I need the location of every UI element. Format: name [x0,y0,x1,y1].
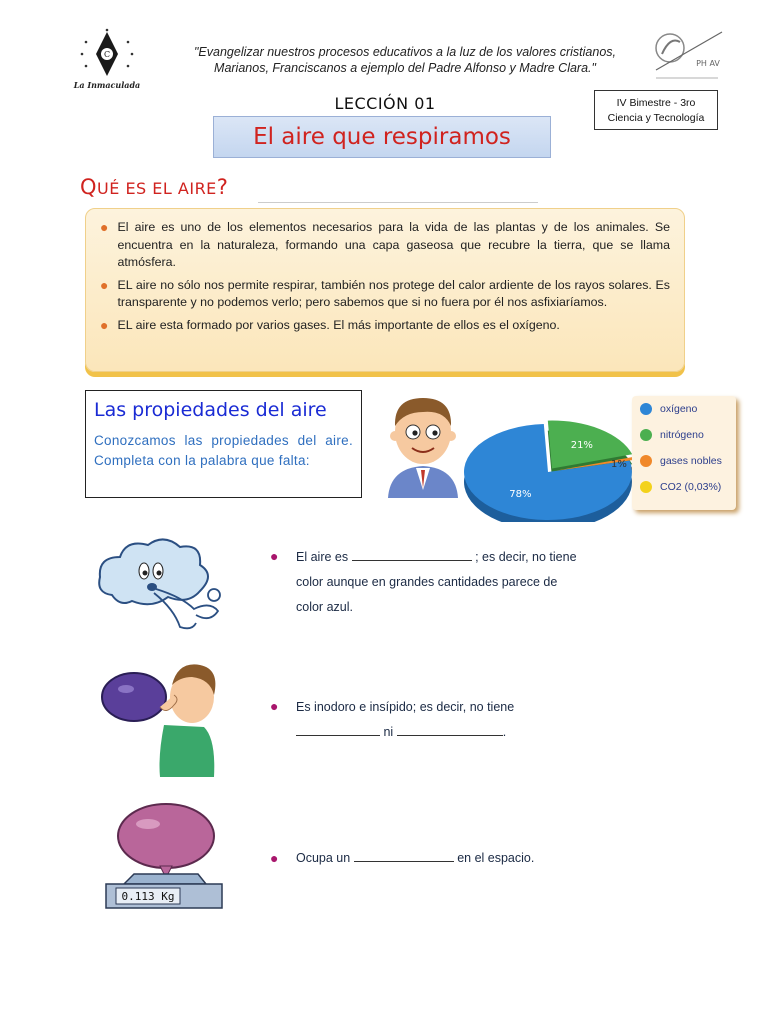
pie-label: 21% [570,440,593,452]
answer-blank[interactable] [354,848,454,862]
properties-title: Las propiedades del aire [94,399,327,421]
school-motto: "Evangelizar nuestros procesos educativos a la luz de los valores cristianos, Marianos, Franciscanos a ejemplo del Padre Alfonso y Madre Clara." [193,45,616,75]
noble-gases-legend-dot [640,455,652,467]
info-bullet: ● EL aire no sólo nos permite respirar, también nos protege del calor ardiente de los rayos solares. Es transparente y no podemos verlo; pero sabemos que si no fuera por él nos asfixiaríamos. [100,277,670,312]
blowing-cloud-illustration [92,535,230,635]
legend-item: CO2 (0,03%) [632,474,736,500]
properties-instructions: Conozcamos las propiedades del aire. Completa con la palabra que falta: [94,433,353,468]
boy-balloon-illustration [100,655,222,777]
info-bullet: ● El aire es uno de los elementos necesarios para la vida de las plantas y de los animales. Se encuentra en la naturaleza, formando una capa gaseosa que recubre la tierra, que se llama atmósfera. [100,219,670,272]
heading-initial: Q [80,175,98,199]
info-bullet: ● EL aire esta formado por varios gases. El más importante de ellos es el oxígeno. [100,316,560,333]
exercise-3-text: Ocupa un en el espacio. [270,846,582,871]
exercise-2-text: Es inodoro e insípido; es decir, no tiene ni . [296,700,515,739]
exercise-bullet-icon: ● [270,850,279,866]
pie-label: 1% [611,458,627,470]
co2-legend-dot [640,481,652,493]
nitrogen-legend-dot [640,429,652,441]
chart-legend [632,396,736,510]
scale-readout: 0.113 Kg [121,890,175,903]
accreditation-logo [648,28,724,86]
info-box [85,208,685,372]
svg-text:C: C [103,50,111,59]
heading-rest: UÉ ES EL AIRE [97,179,217,198]
legend-item: nitrógeno [632,422,736,448]
svg-text:La Inmaculada: La Inmaculada [73,80,141,90]
balloon-scale-illustration [104,800,226,910]
svg-text:PH AV: PH AV [696,59,720,68]
legend-item: oxígeno [632,396,736,422]
bullet-icon: ● [100,276,109,293]
heading-underline [258,202,538,203]
answer-blank[interactable] [296,722,380,736]
topic-banner: El aire que respiramos [213,116,551,158]
course-box [594,90,718,130]
answer-blank[interactable] [352,547,472,561]
lesson-number: LECCIÓN 01 [334,94,436,113]
school-logo [72,28,142,90]
bullet-icon: ● [100,316,109,333]
boy-illustration [382,390,464,498]
legend-item: gases nobles [632,448,736,474]
heading-question-mark: ? [216,175,229,199]
properties-box [85,390,362,498]
oxygen-legend-dot [640,403,652,415]
course-term: IV Bimestre - 3ro [616,97,696,109]
course-subject: Ciencia y Tecnología [607,112,705,124]
exercise-1-text: El aire es ; es decir, no tiene color aunque en grandes cantidades parece de color azul. [270,545,582,620]
section-heading [80,175,228,199]
bullet-icon: ● [100,219,109,235]
pie-label: 78% [509,489,532,501]
answer-blank[interactable] [397,722,503,736]
exercise-bullet-icon: ● [270,698,279,714]
air-composition-pie-chart [460,392,640,522]
exercise-bullet-icon: ● [270,548,279,564]
